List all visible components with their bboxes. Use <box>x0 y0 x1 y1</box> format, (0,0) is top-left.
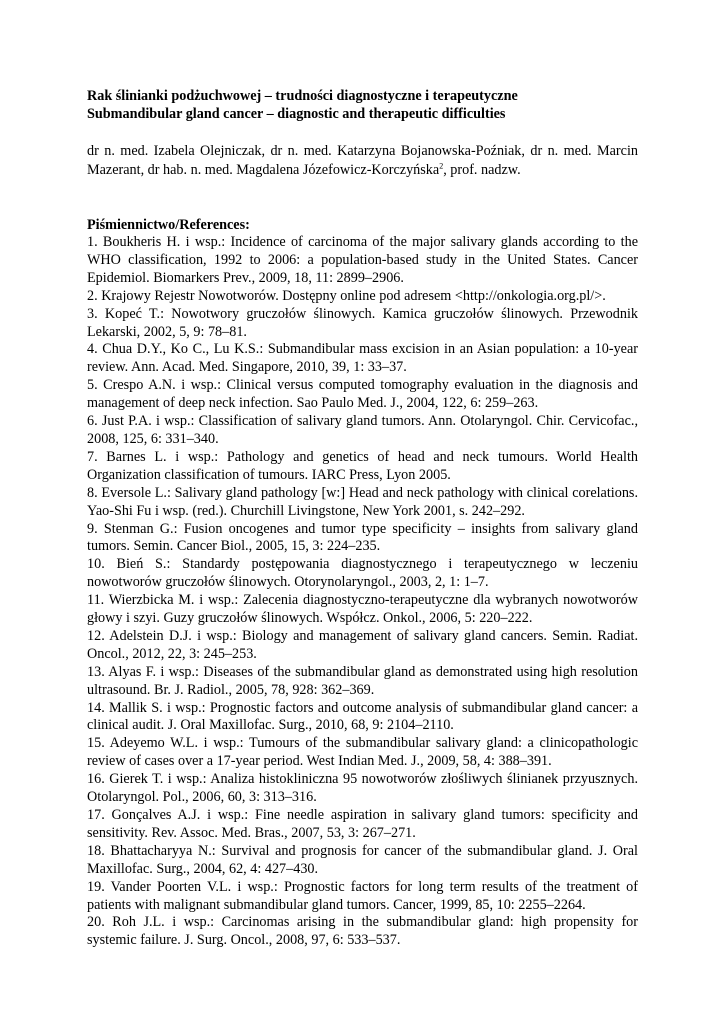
authors-names: dr n. med. Izabela Olejniczak, dr n. med. Katarzyna Bojanowska-Poźniak, dr n. med. Marcin Mazerant, dr hab. n. med. Magdalena Józefowicz-Korczyńska <box>87 143 638 178</box>
reference-item: 1. Boukheris H. i wsp.: Incidence of carcinoma of the major salivary glands according to the WHO classification, 1992 to 2006: a population-based study in the United States. Cancer Epidemiol. Biomarkers Prev., 2009, 18, 11: 2899–2906. <box>87 234 638 286</box>
reference-list <box>87 234 638 950</box>
reference-item: 4. Chua D.Y., Ko C., Lu K.S.: Submandibular mass excision in an Asian population: a 10-year review. Ann. Acad. Med. Singapore, 2010, 39, 1: 33–37. <box>87 341 638 376</box>
title-block <box>87 87 638 123</box>
document-page <box>87 87 638 950</box>
reference-item: 5. Crespo A.N. i wsp.: Clinical versus computed tomography evaluation in the diagnosis and management of deep neck infection. Sao Paulo Med. J., 2004, 122, 6: 259–263. <box>87 377 638 412</box>
reference-item: 13. Alyas F. i wsp.: Diseases of the submandibular gland as demonstrated using high resolution ultrasound. Br. J. Radiol., 2005, 78, 928: 362–369. <box>87 663 638 698</box>
reference-item: 17. Gonçalves A.J. i wsp.: Fine needle aspiration in salivary gland tumors: specificity and sensitivity. Rev. Assoc. Med. Bras., 2007, 53, 3: 267–271. <box>87 807 638 841</box>
reference-item: 20. Roh J.L. i wsp.: Carcinomas arising in the submandibular gland: high propensity for systemic failure. J. Surg. Oncol., 2008, 97, 6: 533–537. <box>87 914 638 949</box>
reference-item: 11. Wierzbicka M. i wsp.: Zalecenia diagnostyczno-terapeutyczne dla wybranych nowotworów głowy i szyi. Guzy gruczołów ślinowych. Współcz. Onkol., 2006, 5: 220–222. <box>87 592 638 627</box>
reference-item: 18. Bhattacharyya N.: Survival and prognosis for cancer of the submandibular gland. J. Oral Maxillofac. Surg., 2004, 62, 4: 427–430. <box>87 842 638 877</box>
reference-item: 3. Kopeć T.: Nowotwory gruczołów ślinowych. Kamica gruczołów ślinowych. Przewodnik Lekarski, 2002, 5, 9: 78–81. <box>87 305 638 340</box>
reference-item: 14. Mallik S. i wsp.: Prognostic factors and outcome analysis of submandibular gland cancer: a clinical audit. J. Oral Maxillofac. Surg., 2010, 68, 9: 2104–2110. <box>87 699 638 734</box>
reference-item: 7. Barnes L. i wsp.: Pathology and genetics of head and neck tumours. World Health Organization classification of tumours. IARC Press, Lyon 2005. <box>87 448 638 483</box>
title-polish: Rak ślinianki podżuchwowej – trudności diagnostyczne i terapeutyczne <box>87 88 518 104</box>
reference-item: 10. Bień S.: Standardy postępowania diagnostycznego i terapeutycznego w leczeniu nowotworów gruczołów ślinowych. Otorynolaryngol., 2003, 2, 1: 1–7. <box>87 556 638 591</box>
reference-item: 8. Eversole L.: Salivary gland pathology [w:] Head and neck pathology with clinical corelations. Yao-Shi Fu i wsp. (red.). Churchill Livingstone, New York 2001, s. 242–292. <box>87 484 638 519</box>
reference-item: 15. Adeyemo W.L. i wsp.: Tumours of the submandibular salivary gland: a clinicopathologic review of cases over a 17-year period. West Indian Med. J., 2009, 58, 4: 388–391. <box>87 735 638 770</box>
authors-line <box>87 142 638 179</box>
reference-item: 12. Adelstein D.J. i wsp.: Biology and management of salivary gland cancers. Semin. Radiat. Oncol., 2012, 22, 3: 245–253. <box>87 627 638 662</box>
reference-item: 9. Stenman G.: Fusion oncogenes and tumor type specificity – insights from salivary gland tumors. Semin. Cancer Biol., 2005, 15, 3: 224–235. <box>87 520 638 555</box>
authors-title: , prof. nadzw. <box>443 161 521 178</box>
reference-item: 6. Just P.A. i wsp.: Classification of salivary gland tumors. Ann. Otolaryngol. Chir. Cervicofac., 2008, 125, 6: 331–340. <box>87 413 638 447</box>
reference-item: 16. Gierek T. i wsp.: Analiza histokliniczna 95 nowotworów złośliwych ślinianek przyusznych. Otolaryngol. Pol., 2006, 60, 3: 313–316. <box>87 771 638 806</box>
affiliation-superscript: 2 <box>439 160 444 170</box>
reference-item: 19. Vander Poorten V.L. i wsp.: Prognostic factors for long term results of the treatment of patients with malignant submandibular gland tumors. Cancer, 1999, 85, 10: 2255–2264. <box>87 878 638 913</box>
title-english: Submandibular gland cancer – diagnostic and therapeutic difficulties <box>87 106 506 122</box>
references-heading: Piśmiennictwo/References: <box>87 217 250 233</box>
reference-item: 2. Krajowy Rejestr Nowotworów. Dostępny online pod adresem <http://onkologia.org.pl/>. <box>87 287 606 304</box>
